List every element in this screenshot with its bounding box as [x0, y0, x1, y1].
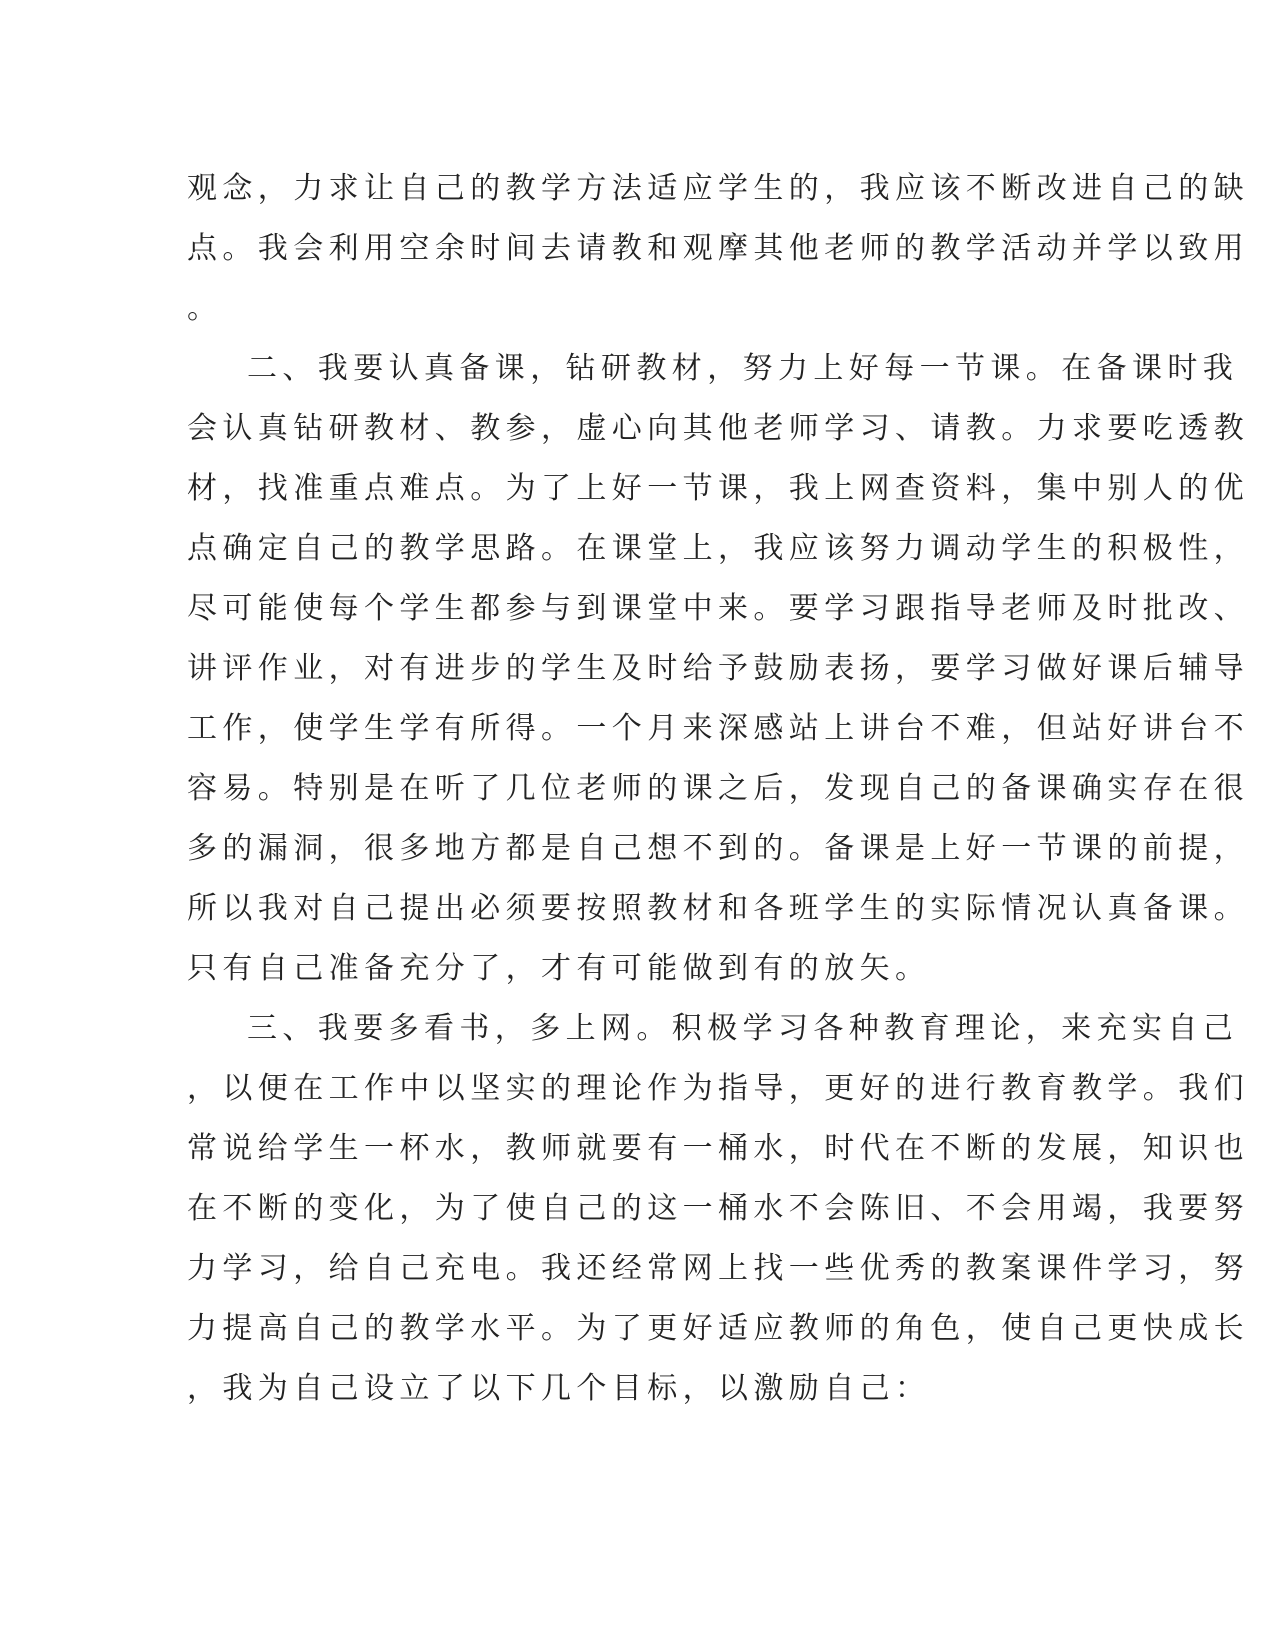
text-line: 工作，使学生学有所得。一个月来深感站上讲台不难，但站好讲台不	[187, 711, 1249, 746]
text-line: 力学习，给自己充电。我还经常网上找一些优秀的教案课件学习，努	[187, 1251, 1249, 1286]
text-line: 材，找准重点难点。为了上好一节课，我上网查资料，集中别人的优	[187, 471, 1249, 506]
text-line: 讲评作业，对有进步的学生及时给予鼓励表扬，要学习做好课后辅导	[187, 651, 1249, 686]
text-line: 多的漏洞，很多地方都是自己想不到的。备课是上好一节课的前提，	[187, 831, 1249, 866]
text-line: 常说给学生一杯水，教师就要有一桶水，时代在不断的发展，知识也	[187, 1131, 1249, 1166]
text-line: 观念，力求让自己的教学方法适应学生的，我应该不断改进自己的缺	[187, 171, 1249, 206]
text-line: ，我为自己设立了以下几个目标，以激励自己：	[187, 1371, 931, 1406]
text-line: ，以便在工作中以坚实的理论作为指导，更好的进行教育教学。我们	[187, 1071, 1249, 1106]
text-line: 所以我对自己提出必须要按照教材和各班学生的实际情况认真备课。	[187, 891, 1249, 926]
text-line: 只有自己准备充分了，才有可能做到有的放矢。	[187, 951, 931, 986]
text-line: 容易。特别是在听了几位老师的课之后，发现自己的备课确实存在很	[187, 771, 1249, 806]
text-line: 尽可能使每个学生都参与到课堂中来。要学习跟指导老师及时批改、	[187, 591, 1249, 626]
text-line: 在不断的变化，为了使自己的这一桶水不会陈旧、不会用竭，我要努	[187, 1191, 1249, 1226]
text-line: 点。我会利用空余时间去请教和观摩其他老师的教学活动并学以致用	[187, 231, 1249, 266]
text-line: 。	[187, 291, 223, 326]
paragraph-start-line: 三、我要多看书，多上网。积极学习各种教育理论，来充实自己	[247, 1011, 1239, 1046]
text-line: 点确定自己的教学思路。在课堂上，我应该努力调动学生的积极性，	[187, 531, 1249, 566]
text-line: 会认真钻研教材、教参，虚心向其他老师学习、请教。力求要吃透教	[187, 411, 1249, 446]
document-body	[187, 159, 1249, 1419]
text-line: 力提高自己的教学水平。为了更好适应教师的角色，使自己更快成长	[187, 1311, 1249, 1346]
paragraph-start-line: 二、我要认真备课，钻研教材，努力上好每一节课。在备课时我	[247, 351, 1239, 386]
